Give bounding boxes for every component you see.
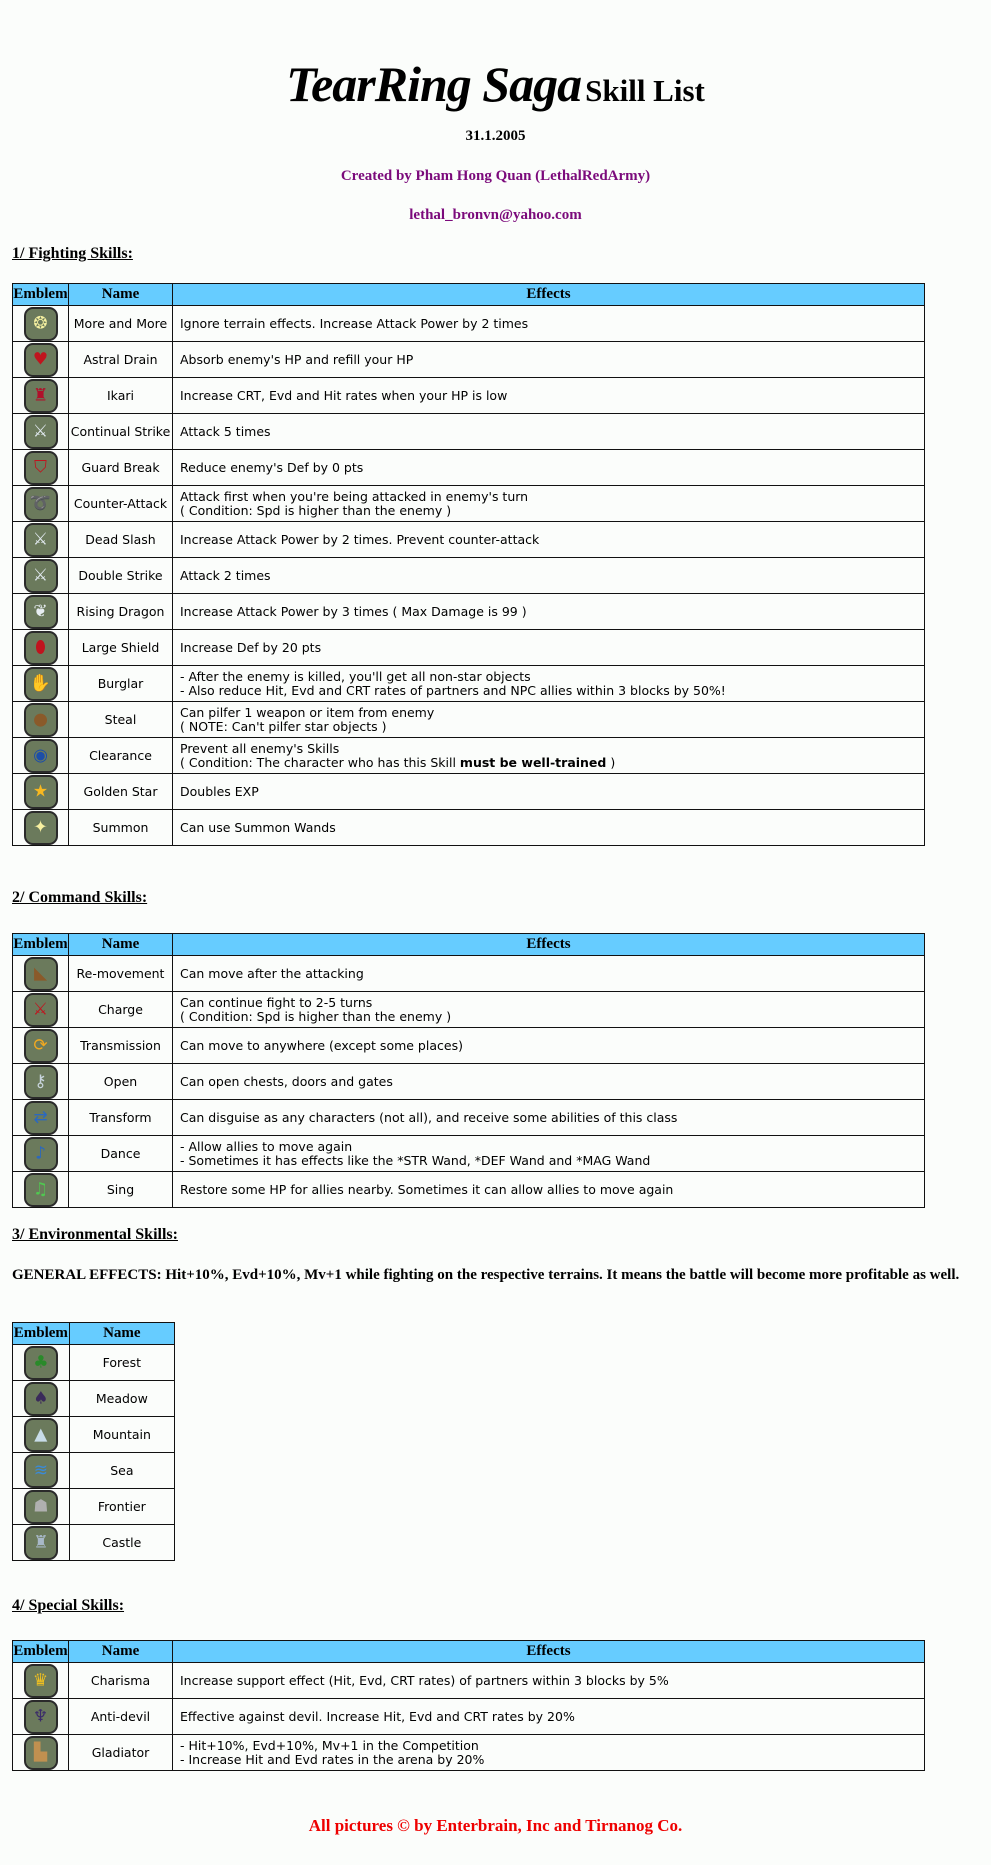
effect-line: - Allow allies to move again — [180, 1138, 353, 1154]
icon-glyph: ◉ — [33, 745, 48, 765]
icon-glyph: ⚔ — [32, 999, 49, 1019]
table-row — [13, 1699, 925, 1735]
skill-effects — [173, 1735, 925, 1771]
effect-line: Attack 2 times — [180, 567, 271, 583]
effect-line: - After the enemy is killed, you'll get all non-star objects — [180, 668, 531, 684]
heart-icon — [24, 343, 58, 377]
effect-line: Reduce enemy's Def by 0 pts — [180, 459, 364, 475]
skill-effects — [173, 1172, 925, 1208]
skill-name: Frontier — [69, 1489, 174, 1525]
table-row — [13, 1100, 925, 1136]
column-header-emblem: Emblem — [13, 284, 69, 306]
boot-icon — [24, 957, 58, 991]
icon-glyph: ➰ — [29, 493, 52, 513]
table-row — [13, 486, 925, 522]
page-title — [0, 55, 991, 113]
flower-icon — [24, 307, 58, 341]
effect-line: Increase support effect (Hit, Evd, CRT rates) of partners within 3 blocks by 5% — [180, 1672, 669, 1688]
table-header-row — [13, 1641, 925, 1663]
table-row — [13, 1525, 175, 1561]
emblem-cell — [13, 1136, 69, 1172]
emblem-cell — [13, 522, 69, 558]
counter-icon — [24, 487, 58, 521]
table-header-row — [13, 1323, 175, 1345]
table-row — [13, 594, 925, 630]
effect-line: Absorb enemy's HP and refill your HP — [180, 351, 414, 367]
section-heading-special: 4/ Special Skills: — [12, 1597, 125, 1614]
emblem-cell — [13, 1345, 70, 1381]
copyright-footer: All pictures © by Enterbrain, Inc and Tirnanog Co. — [308, 1816, 683, 1835]
title-sub: Skill List — [585, 73, 705, 108]
skill-effects — [173, 558, 925, 594]
sword-icon — [24, 559, 58, 593]
section-heading-command: 2/ Command Skills: — [12, 889, 148, 906]
effect-line: Restore some HP for allies nearby. Sometimes it can allow allies to move again — [180, 1181, 674, 1197]
skill-name: Golden Star — [69, 774, 173, 810]
table-row — [13, 956, 925, 992]
column-header-emblem: Emblem — [13, 934, 69, 956]
emblem-cell — [13, 486, 69, 522]
icon-glyph: ✋ — [29, 673, 52, 693]
effect-line: - Hit+10%, Evd+10%, Mv+1 in the Competition — [180, 1737, 479, 1753]
skill-name: Guard Break — [69, 450, 173, 486]
skill-effects — [173, 1663, 925, 1699]
emblem-cell — [13, 450, 69, 486]
skill-effects — [173, 1136, 925, 1172]
effect-line: Attack first when you're being attacked in enemy's turn — [180, 488, 529, 504]
icon-glyph: ♥ — [32, 349, 49, 369]
icon-glyph: ❦ — [33, 601, 48, 621]
arena-icon — [24, 1736, 58, 1770]
column-header-emblem: Emblem — [13, 1641, 69, 1663]
dance-icon — [24, 1137, 58, 1171]
icon-glyph: ❂ — [33, 313, 48, 333]
table-row — [13, 702, 925, 738]
effect-emphasis: must be well-trained — [459, 754, 607, 770]
icon-glyph: ♫ — [32, 1179, 49, 1199]
column-header-name: Name — [69, 284, 173, 306]
skill-name: Anti-devil — [69, 1699, 173, 1735]
effect-line: Doubles EXP — [180, 783, 259, 799]
effect-line: Can move to anywhere (except some places) — [180, 1037, 463, 1053]
table-row — [13, 1489, 175, 1525]
icon-glyph: ♠ — [33, 1388, 49, 1408]
eye-icon — [24, 739, 58, 773]
skill-effects — [173, 342, 925, 378]
shield-icon — [24, 631, 58, 665]
table-row — [13, 1064, 925, 1100]
skill-effects — [173, 522, 925, 558]
skill-name: Rising Dragon — [69, 594, 173, 630]
effect-line: Can continue fight to 2-5 turns — [180, 994, 373, 1010]
icon-glyph: ▲ — [34, 1424, 48, 1444]
skill-name: Re-movement — [69, 956, 173, 992]
skill-name: Large Shield — [69, 630, 173, 666]
emblem-cell — [13, 1172, 69, 1208]
skill-effects — [173, 774, 925, 810]
skill-name: Sing — [69, 1172, 173, 1208]
skill-name: Astral Drain — [69, 342, 173, 378]
skill-effects — [173, 486, 925, 522]
effect-line: Can use Summon Wands — [180, 819, 336, 835]
skill-name: Ikari — [69, 378, 173, 414]
icon-glyph: ⚔ — [32, 421, 49, 441]
emblem-cell — [13, 630, 69, 666]
skill-name: Clearance — [69, 738, 173, 774]
effect-line: Can open chests, doors and gates — [180, 1073, 393, 1089]
effect-line: - Also reduce Hit, Evd and CRT rates of partners and NPC allies within 3 blocks by 50%! — [180, 682, 726, 698]
emblem-cell — [13, 342, 69, 378]
environmental-skills-table — [12, 1322, 175, 1561]
icon-glyph: ☗ — [33, 1496, 49, 1516]
skill-name: Dance — [69, 1136, 173, 1172]
effect-line: Can move after the attacking — [180, 965, 364, 981]
effect-line: Prevent all enemy's Skills — [180, 740, 340, 756]
effect-line: Ignore terrain effects. Increase Attack Power by 2 times — [180, 315, 529, 331]
skill-effects — [173, 450, 925, 486]
skill-effects — [173, 1064, 925, 1100]
effect-line: Increase Attack Power by 3 times ( Max Damage is 99 ) — [180, 603, 527, 619]
column-header-name: Name — [69, 1641, 173, 1663]
icon-glyph: ⟳ — [33, 1035, 48, 1055]
skill-effects — [173, 630, 925, 666]
skill-name: Dead Slash — [69, 522, 173, 558]
emblem-cell — [13, 1064, 69, 1100]
crown-icon — [24, 1664, 58, 1698]
skill-name: Summon — [69, 810, 173, 846]
skill-effects — [173, 738, 925, 774]
emblem-cell — [13, 1525, 70, 1561]
skill-name: Steal — [69, 702, 173, 738]
icon-glyph: ♪ — [35, 1143, 46, 1163]
emblem-cell — [13, 1028, 69, 1064]
skill-effects — [173, 594, 925, 630]
table-row — [13, 1136, 925, 1172]
emblem-cell — [13, 1381, 70, 1417]
author-credit: Created by Pham Hong Quan (LethalRedArmy) — [340, 168, 651, 184]
skill-name: More and More — [69, 306, 173, 342]
skill-name: Gladiator — [69, 1735, 173, 1771]
table-row — [13, 1381, 175, 1417]
table-row — [13, 414, 925, 450]
rocks-icon — [24, 1490, 58, 1524]
sword-icon — [24, 523, 58, 557]
title-main: TearRing Saga — [286, 56, 582, 112]
emblem-cell — [13, 414, 69, 450]
table-row — [13, 738, 925, 774]
icon-glyph: ♛ — [32, 1670, 49, 1690]
table-row — [13, 1028, 925, 1064]
skill-effects — [173, 702, 925, 738]
emblem-cell — [13, 1453, 70, 1489]
icon-glyph: ⚷ — [34, 1071, 47, 1091]
column-header-effects: Effects — [173, 284, 925, 306]
skill-name: Transform — [69, 1100, 173, 1136]
emblem-cell — [13, 738, 69, 774]
table-row — [13, 378, 925, 414]
emblem-cell — [13, 306, 69, 342]
skill-effects — [173, 414, 925, 450]
effect-line: Effective against devil. Increase Hit, Evd and CRT rates by 20% — [180, 1708, 575, 1724]
icon-glyph: ⬮ — [35, 637, 46, 657]
skill-effects — [173, 992, 925, 1028]
skill-name: Charge — [69, 992, 173, 1028]
icon-glyph: ⇄ — [33, 1107, 48, 1127]
icon-glyph: ● — [33, 709, 48, 729]
effect-line: Can pilfer 1 weapon or item from enemy — [180, 704, 435, 720]
skill-name: Double Strike — [69, 558, 173, 594]
effect-line: Can disguise as any characters (not all), and receive some abilities of this class — [180, 1109, 678, 1125]
transform-icon — [24, 1101, 58, 1135]
icon-glyph: ▙ — [33, 1742, 48, 1762]
icon-glyph: ♜ — [32, 385, 49, 405]
skill-name: Open — [69, 1064, 173, 1100]
mountain-icon — [24, 1418, 58, 1452]
emblem-cell — [13, 594, 69, 630]
icon-glyph: ⚔ — [32, 565, 49, 585]
emblem-cell — [13, 378, 69, 414]
effect-line: ( Condition: The character who has this Skill — [180, 754, 460, 770]
effect-line: Increase CRT, Evd and Hit rates when your HP is low — [180, 387, 508, 403]
table-row — [13, 666, 925, 702]
skill-name: Meadow — [69, 1381, 174, 1417]
icon-glyph: ⛉ — [34, 457, 47, 477]
emblem-cell — [13, 1735, 69, 1771]
section-heading-fighting: 1/ Fighting Skills: — [12, 245, 133, 262]
feather-icon — [24, 595, 58, 629]
broken-shield-icon — [24, 451, 58, 485]
emblem-cell — [13, 558, 69, 594]
icon-glyph: ≋ — [33, 1460, 48, 1480]
burglar-icon — [24, 667, 58, 701]
table-row — [13, 992, 925, 1028]
column-header-effects: Effects — [173, 1641, 925, 1663]
icon-glyph: ♆ — [32, 1706, 49, 1726]
author-email[interactable]: lethal_bronvn@yahoo.com — [409, 207, 582, 223]
castle-icon — [24, 1526, 58, 1560]
emblem-cell — [13, 1417, 70, 1453]
emblem-cell — [13, 666, 69, 702]
table-row — [13, 1345, 175, 1381]
skill-effects — [173, 956, 925, 992]
skill-name: Castle — [69, 1525, 174, 1561]
table-row — [13, 306, 925, 342]
skill-name: Sea — [69, 1453, 174, 1489]
section-heading-environmental: 3/ Environmental Skills: — [12, 1226, 178, 1243]
skill-effects — [173, 810, 925, 846]
skill-name: Transmission — [69, 1028, 173, 1064]
icon-glyph: ♣ — [33, 1352, 49, 1372]
general-effects-text: GENERAL EFFECTS: Hit+10%, Evd+10%, Mv+1 while fighting on the respective terrains. It means the battle will become more profitable as well. — [12, 1267, 960, 1283]
emblem-cell — [13, 1100, 69, 1136]
forest-icon — [24, 1346, 58, 1380]
skill-name: Continual Strike — [69, 414, 173, 450]
effect-line: ( Condition: Spd is higher than the enemy ) — [180, 502, 452, 518]
emblem-cell — [13, 774, 69, 810]
effect-line: Increase Attack Power by 2 times. Prevent counter-attack — [180, 531, 540, 547]
skill-effects — [173, 1699, 925, 1735]
devil-icon — [24, 1700, 58, 1734]
table-row — [13, 1172, 925, 1208]
table-row — [13, 810, 925, 846]
star-icon — [24, 775, 58, 809]
skill-name: Charisma — [69, 1663, 173, 1699]
table-row — [13, 1735, 925, 1771]
effect-line: ( Condition: Spd is higher than the enemy ) — [180, 1008, 452, 1024]
emblem-cell — [13, 1699, 69, 1735]
bag-icon — [24, 703, 58, 737]
sparkle-icon — [24, 811, 58, 845]
column-header-emblem: Emblem — [13, 1323, 70, 1345]
skill-name: Mountain — [69, 1417, 174, 1453]
teleport-icon — [24, 1029, 58, 1063]
icon-glyph: ✦ — [33, 817, 48, 837]
table-row — [13, 630, 925, 666]
special-skills-table — [12, 1640, 925, 1771]
table-row — [13, 522, 925, 558]
table-row — [13, 558, 925, 594]
wave-icon — [24, 1454, 58, 1488]
date: 31.1.2005 — [465, 128, 526, 144]
skill-effects — [173, 666, 925, 702]
anger-icon — [24, 379, 58, 413]
skill-effects — [173, 306, 925, 342]
effect-line: ) — [606, 754, 616, 770]
table-row — [13, 774, 925, 810]
table-header-row — [13, 284, 925, 306]
command-skills-table — [12, 933, 925, 1208]
icon-glyph: ◣ — [33, 963, 48, 983]
icon-glyph: ★ — [32, 781, 49, 801]
table-header-row — [13, 934, 925, 956]
icon-glyph: ♜ — [33, 1532, 49, 1552]
emblem-cell — [13, 1663, 69, 1699]
effect-line: Attack 5 times — [180, 423, 271, 439]
icon-glyph: ⚔ — [32, 529, 49, 549]
skill-name: Burglar — [69, 666, 173, 702]
skill-effects — [173, 1028, 925, 1064]
skill-effects — [173, 378, 925, 414]
column-header-effects: Effects — [173, 934, 925, 956]
column-header-name: Name — [69, 1323, 174, 1345]
fighting-skills-table — [12, 283, 925, 846]
table-row — [13, 1453, 175, 1489]
emblem-cell — [13, 992, 69, 1028]
skill-name: Counter-Attack — [69, 486, 173, 522]
table-row — [13, 450, 925, 486]
meadow-icon — [24, 1382, 58, 1416]
table-row — [13, 1417, 175, 1453]
effect-line: ( NOTE: Can't pilfer star objects ) — [180, 718, 387, 734]
effect-line: - Sometimes it has effects like the *STR Wand, *DEF Wand and *MAG Wand — [180, 1152, 651, 1168]
charge-icon — [24, 993, 58, 1027]
emblem-cell — [13, 956, 69, 992]
emblem-cell — [13, 810, 69, 846]
skill-effects — [173, 1100, 925, 1136]
key-icon — [24, 1065, 58, 1099]
sword-icon — [24, 415, 58, 449]
emblem-cell — [13, 702, 69, 738]
music-icon — [24, 1173, 58, 1207]
emblem-cell — [13, 1489, 70, 1525]
skill-name: Forest — [69, 1345, 174, 1381]
table-row — [13, 342, 925, 378]
effect-line: - Increase Hit and Evd rates in the arena by 20% — [180, 1751, 485, 1767]
column-header-name: Name — [69, 934, 173, 956]
table-row — [13, 1663, 925, 1699]
effect-line: Increase Def by 20 pts — [180, 639, 322, 655]
